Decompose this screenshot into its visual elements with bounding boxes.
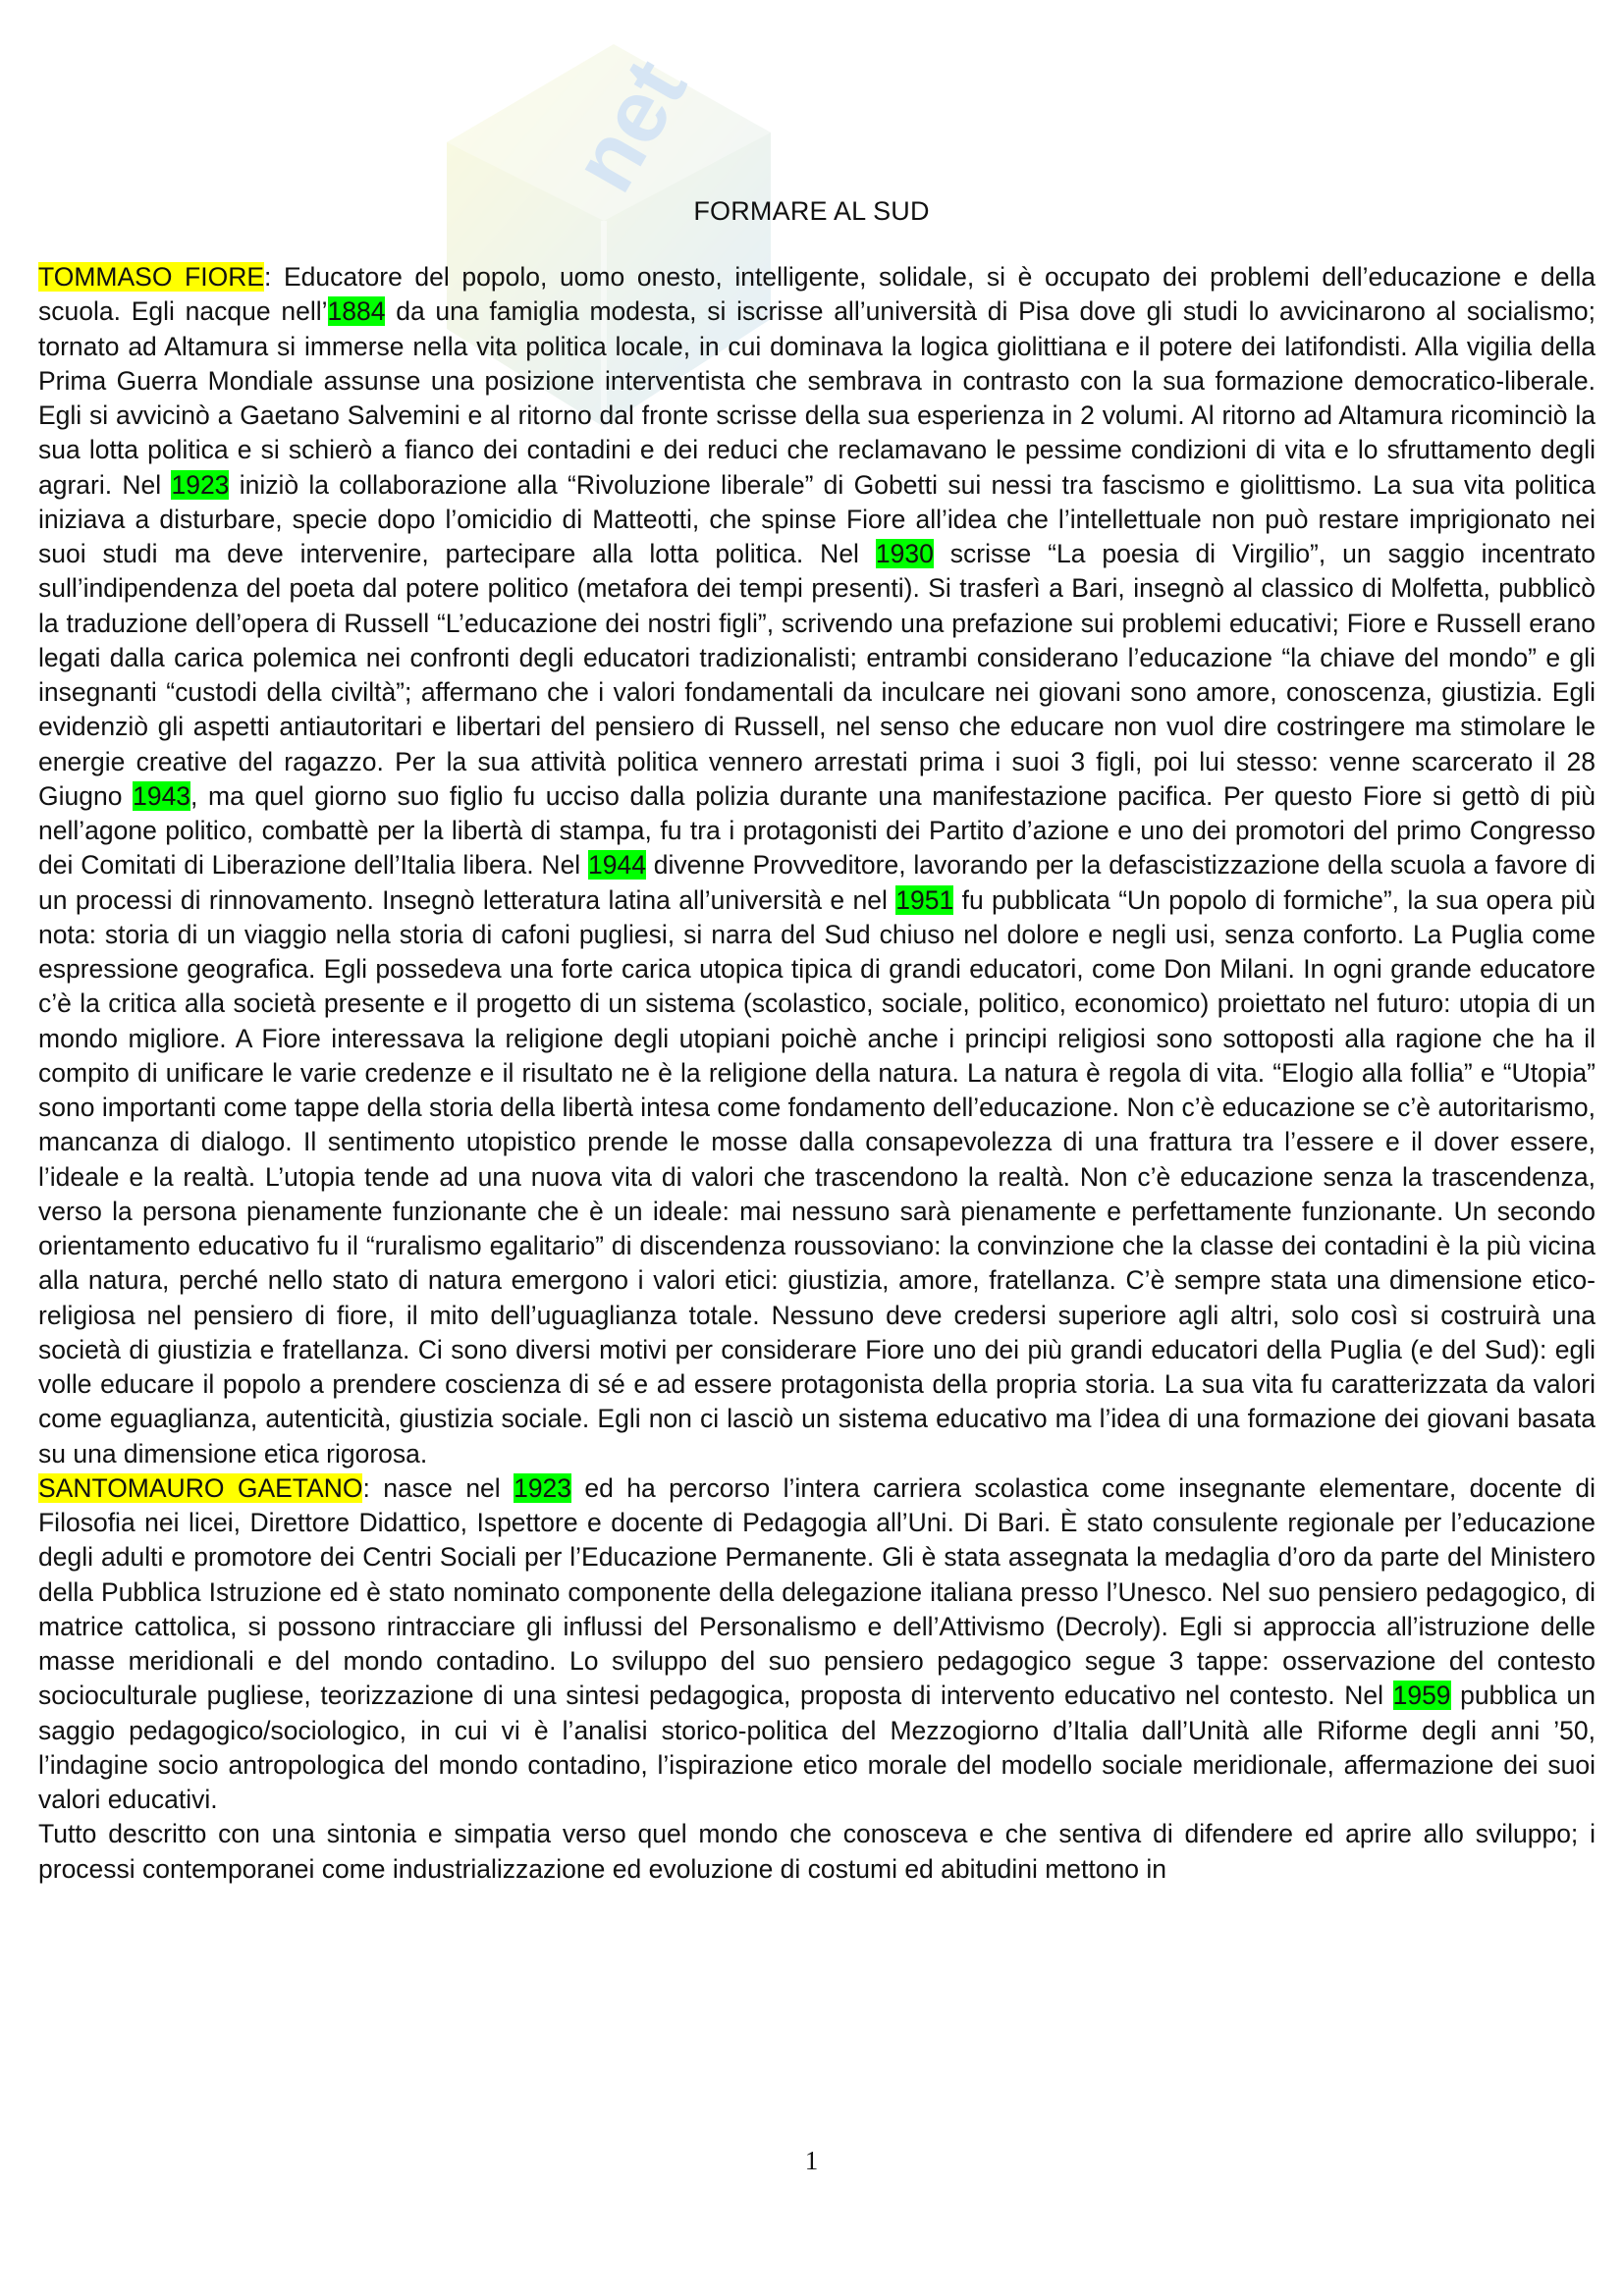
text-run: : nasce nel xyxy=(362,1472,514,1503)
text-run: divenne Provveditore, lavorando per la defascistizzazione della scuola a favore di un processi di rinnovamento. Insegnò letteratura latina all’università e nel xyxy=(38,850,1596,915)
highlighted-year: 1923 xyxy=(514,1472,572,1503)
document-body xyxy=(38,260,1596,1887)
text-run: fu pubblicata “Un popolo di formiche”, la sua opera più nota: storia di un viaggio nella storia di cafoni pugliesi, si narra del Sud chiuso nel dolore e negli usi, senza conforto. La Puglia come espressione geografica. Egli possedeva una forte carica utopica tipica di grandi educatori, come Don Milani. In ogni grande educatore c’è la critica alla società presente e il progetto di un sistema (scolastico, sociale, politico, economico) proiettato nel futuro: utopia di un mondo migliore. A Fiore interessava la religione degli utopiani poichè anche i principi religiosi sono sottoposti alla ragione che ha il compito di unificare le varie credenze e il risultato ne è la religione della natura. La natura è regola di vita. “Elogio alla follia” e “Utopia” sono importanti come tappe della storia della libertà intesa come fondamento dell’educazione. Non c’è educazione se c’è autoritarismo, mancanza di dialogo. Il sentimento utopistico prende le mosse dalla consapevolezza di una frattura tra l’essere e il dover essere, l’ideale e la realtà. L’utopia tende ad una nuova vita di valori che trascendono la realtà. Non c’è educazione senza la trascendenza, verso la persona pienamente funzionante che è un ideale: mai nessuno sarà pienamente e perfettamente funzionante. Un secondo orientamento educativo fu il “ruralismo egalitario” di discendenza roussoviano: la convinzione che la classe dei contadini è la più vicina alla natura, perché nello stato di natura emergono i valori etici: giustizia, amore, fratellanza. C’è sempre stata una dimensione etico-religiosa nel pensiero di fiore, il mito dell’uguaglianza totale. Nessuno deve credersi superiore agli altri, solo così si costruirà una società di giustizia e fratellanza. Ci sono diversi motivi per considerare Fiore uno dei più grandi educatori della Puglia (e del Sud): egli volle educare il popolo a prendere coscienza di sé e ad essere protagonista della propria storia. La sua vita fu caratterizzata da valori come eguaglianza, autenticità, giustizia sociale. Egli non ci lasciò un sistema educativo ma l’idea di una formazione dei giovani basata su una dimensione etica rigorosa. xyxy=(38,884,1596,1468)
text-run: Tutto descritto con una sintonia e simpatia verso quel mondo che conosceva e che sentiva di difendere ed aprire allo sviluppo; i processi contemporanei come industrializzazione ed evoluzione di costumi ed abitudini mettono in xyxy=(38,1819,1596,1884)
text-run: , ma quel giorno suo figlio fu ucciso dalla polizia durante una manifestazione pacifica. Per questo Fiore si gettò di più nell’agone politico, combattè per la libertà di stampa, fu tra i protagonisti dei Partito d’azione e uno dei promotori del primo Congresso dei Comitati di Liberazione dell’Italia libera. Nel xyxy=(38,780,1596,881)
highlighted-year: 1930 xyxy=(875,539,934,568)
text-run: scrisse “La poesia di Virgilio”, un saggio incentrato sull’indipendenza del poeta dal potere politico (metafora dei tempi presenti). Si trasferì a Bari, insegnò al classico di Molfetta, pubblicò la traduzione dell’opera di Russell “L’educazione dei nostri figli”, scrivendo una prefazione sui problemi educativi; Fiore e Russell erano legati dalla carica polemica nei confronti degli educatori tradizionalisti; entrambi considerano l’educazione “la chiave del mondo” e gli insegnanti “custodi della civiltà”; affermano che i valori fondamentali da inculcare nei giovani sono amore, conoscenza, giustizia. Egli evidenziò gli aspetti antiautoritari e libertari del pensiero di Russell, nel senso che educare non vuol dire costringere ma stimolare le energie creative del ragazzo. Per la sua attività politica vennero arrestati prima i suoi 3 figli, poi lui stesso: venne scarcerato il 28 Giugno xyxy=(38,539,1596,811)
paragraph xyxy=(38,1471,1596,1818)
page-number: 1 xyxy=(804,2146,819,2175)
paragraph xyxy=(38,1817,1596,1887)
text-run: da una famiglia modesta, si iscrisse all’università di Pisa dove gli studi lo avvicinarono al socialismo; tornato ad Altamura si immerse nella vita politica locale, in cui dominava la logica giolittiana e il potere dei latifondisti. Alla vigilia della Prima Guerra Mondiale assunse una posizione interventista che sembrava in contrasto con la sua formazione democratico-liberale. Egli si avvicinò a Gaetano Salvemini e al ritorno dal fronte scrisse della sua esperienza in 2 volumi. Al ritorno ad Altamura ricominciò la sua lotta politica e si schierò a fianco dei contadini e dei reduci che reclamavano le pessime condizioni di vita e lo sfruttamento degli agrari. Nel xyxy=(38,296,1596,500)
highlighted-year: 1923 xyxy=(171,469,230,500)
highlighted-year: 1944 xyxy=(588,850,646,881)
highlighted-year: 1884 xyxy=(327,296,386,327)
text-run: ed ha percorso l’intera carriera scolastica come insegnante elementare, docente di Filosofia nei licei, Direttore Didattico, Ispettore e docente di Pedagogia all’Uni. Di Bari. È stato consulente regionale per l’educazione degli adulti e promotore dei Centri Sociali per l’Educazione Permanente. Gli è stata assegnata la medaglia d’oro da parte del Ministero della Pubblica Istruzione ed è stato nominato componente della delegazione italiana presso l’Unesco. Nel suo pensiero pedagogico, di matrice cattolica, si possono rintracciare gli influssi del Personalismo e dell’Attivismo (Decroly). Egli si approccia all’istruzione delle masse meridionali e del mondo contadino. Lo sviluppo del suo pensiero pedagogico segue 3 tappe: osservazione del contesto socioculturale pugliese, teorizzazione di una sintesi pedagogica, proposta di intervento educativo nel contesto. Nel xyxy=(38,1472,1596,1711)
highlighted-year: 1959 xyxy=(1392,1681,1451,1711)
highlighted-name: SANTOMAURO GAETANO xyxy=(38,1472,363,1503)
text-run: iniziò la collaborazione alla “Rivoluzione liberale” di Gobetti sui nessi tra fascismo e giolittismo. La sua vita politica iniziava a disturbare, specie dopo l’omicidio di Matteotti, che spinse Fiore all’idea che l’intellettuale non può restare imprigionato nei suoi studi ma deve intervenire, partecipare alla lotta politica. Nel xyxy=(38,469,1596,568)
highlighted-year: 1951 xyxy=(895,884,954,915)
page-title: FORMARE AL SUD xyxy=(693,196,930,226)
watermark-text: net xyxy=(554,43,706,208)
highlighted-year: 1943 xyxy=(133,780,191,811)
text-run: pubblica un saggio pedagogico/sociologico, in cui vi è l’analisi storico-politica del Mezzogiorno d’Italia dall’Unità alle Riforme degli anni ’50, l’indagine socio antropologica del mondo contadino, l’ispirazione etico morale del modello sociale meridionale, affermazione dei suoi valori educativi. xyxy=(38,1681,1596,1814)
text-run: : Educatore del popolo, uomo onesto, intelligente, solidale, si è occupato dei problemi dell’educazione e della scuola. Egli nacque nell’ xyxy=(38,262,1596,327)
paragraph xyxy=(38,260,1596,1471)
highlighted-name: TOMMASO FIORE xyxy=(38,262,265,292)
